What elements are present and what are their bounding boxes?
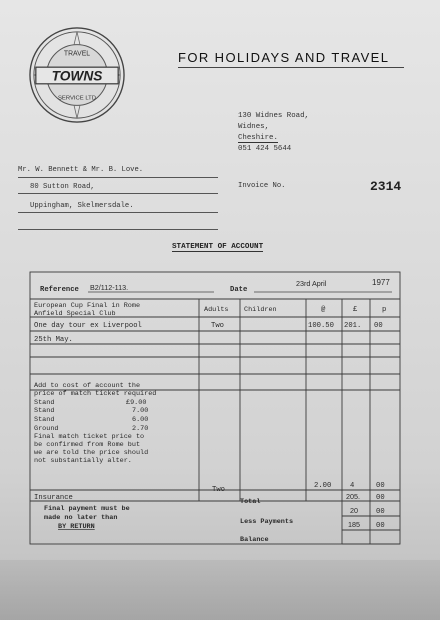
less-pounds: 20 [350,506,358,515]
note-line: Final match ticket price to [34,433,145,441]
reference-label: Reference [40,286,79,294]
less-pence: 00 [376,508,385,516]
reference-value: B2/112-113. [90,283,129,292]
payment-deadline: BY RETURN [58,523,95,531]
insurance-pounds: 4 [350,482,355,490]
stand-price: £9.00 [126,399,147,407]
balance-pounds: 185 [348,520,360,529]
header-children: Children [244,306,277,314]
invoice-number: 2314 [370,179,402,194]
payment-line: made no later than [44,514,118,522]
customer-town: Uppingham, Skelmersdale. [30,202,134,210]
insurance-adults: Two [212,486,225,494]
address-line: Widnes, [238,123,270,131]
total-label: Total [240,498,261,506]
rule [18,212,218,213]
address-line: Cheshire. [238,134,278,142]
year-value: 1977 [372,278,390,287]
balance-pence: 00 [376,522,385,530]
row1-adults: Two [211,322,224,330]
rule [18,229,218,230]
heading-rule [178,67,404,68]
header-pence: p [382,306,387,314]
stand-price: 6.00 [132,416,149,424]
address-phone: 051 424 5644 [238,145,292,153]
date-value: 23rd April [296,279,327,288]
row2-desc: 25th May. [34,336,73,344]
payment-line: Final payment must be [44,505,130,513]
total-pounds: 205. [346,492,360,501]
stand-price: 7.00 [132,407,149,415]
stand-name: Stand [34,399,55,407]
insurance-rate: 2.00 [314,482,332,490]
page-shadow [0,560,440,620]
row1-pence: 00 [374,322,383,330]
logo-top-text: TRAVEL [63,50,91,58]
note-line: be confirmed from Rome but [34,441,141,449]
header-rate: @ [321,306,326,314]
address-line: 130 Widnes Road, [238,112,309,120]
note-line: not substantially alter. [34,457,132,465]
header-pounds: £ [353,306,358,314]
total-pence: 00 [376,494,385,502]
insurance-pence: 00 [376,482,385,490]
rule [18,177,218,178]
company-address [238,111,309,155]
row1-rate: 100.50 [308,322,334,330]
logo-center-text: TOWNS [51,68,103,84]
account-table [28,270,404,548]
desc-line: European Cup Final in Rome [34,302,141,310]
stand-name: Stand [34,416,55,424]
stand-name: Ground [34,425,59,433]
rule [18,193,218,194]
header-adults: Adults [204,306,229,314]
stand-name: Stand [34,407,55,415]
ticket-line: price of match ticket required [34,390,157,398]
row1-desc: One day tour ex Liverpool [34,322,142,330]
invoice-label: Invoice No. [238,182,286,190]
statement-title: STATEMENT OF ACCOUNT [172,243,264,251]
company-logo [28,26,126,124]
logo-bottom-text: SERVICE LTD [58,95,96,102]
insurance-label: Insurance [34,494,73,502]
note-line: we are told the price should [34,449,149,457]
heading: FOR HOLIDAYS AND TRAVEL [178,50,390,65]
less-payments-label: Less Payments [240,518,294,526]
customer-name: Mr. W. Bennett & Mr. B. Love. [18,166,144,174]
ticket-line: Add to cost of account the [34,382,141,390]
balance-label: Balance [240,536,269,544]
stand-price: 2.70 [132,425,149,433]
desc-line: Anfield Special Club [34,310,116,318]
customer-street: 80 Sutton Road, [30,183,95,191]
date-label: Date [230,286,248,294]
row1-pounds: 201. [344,322,362,330]
